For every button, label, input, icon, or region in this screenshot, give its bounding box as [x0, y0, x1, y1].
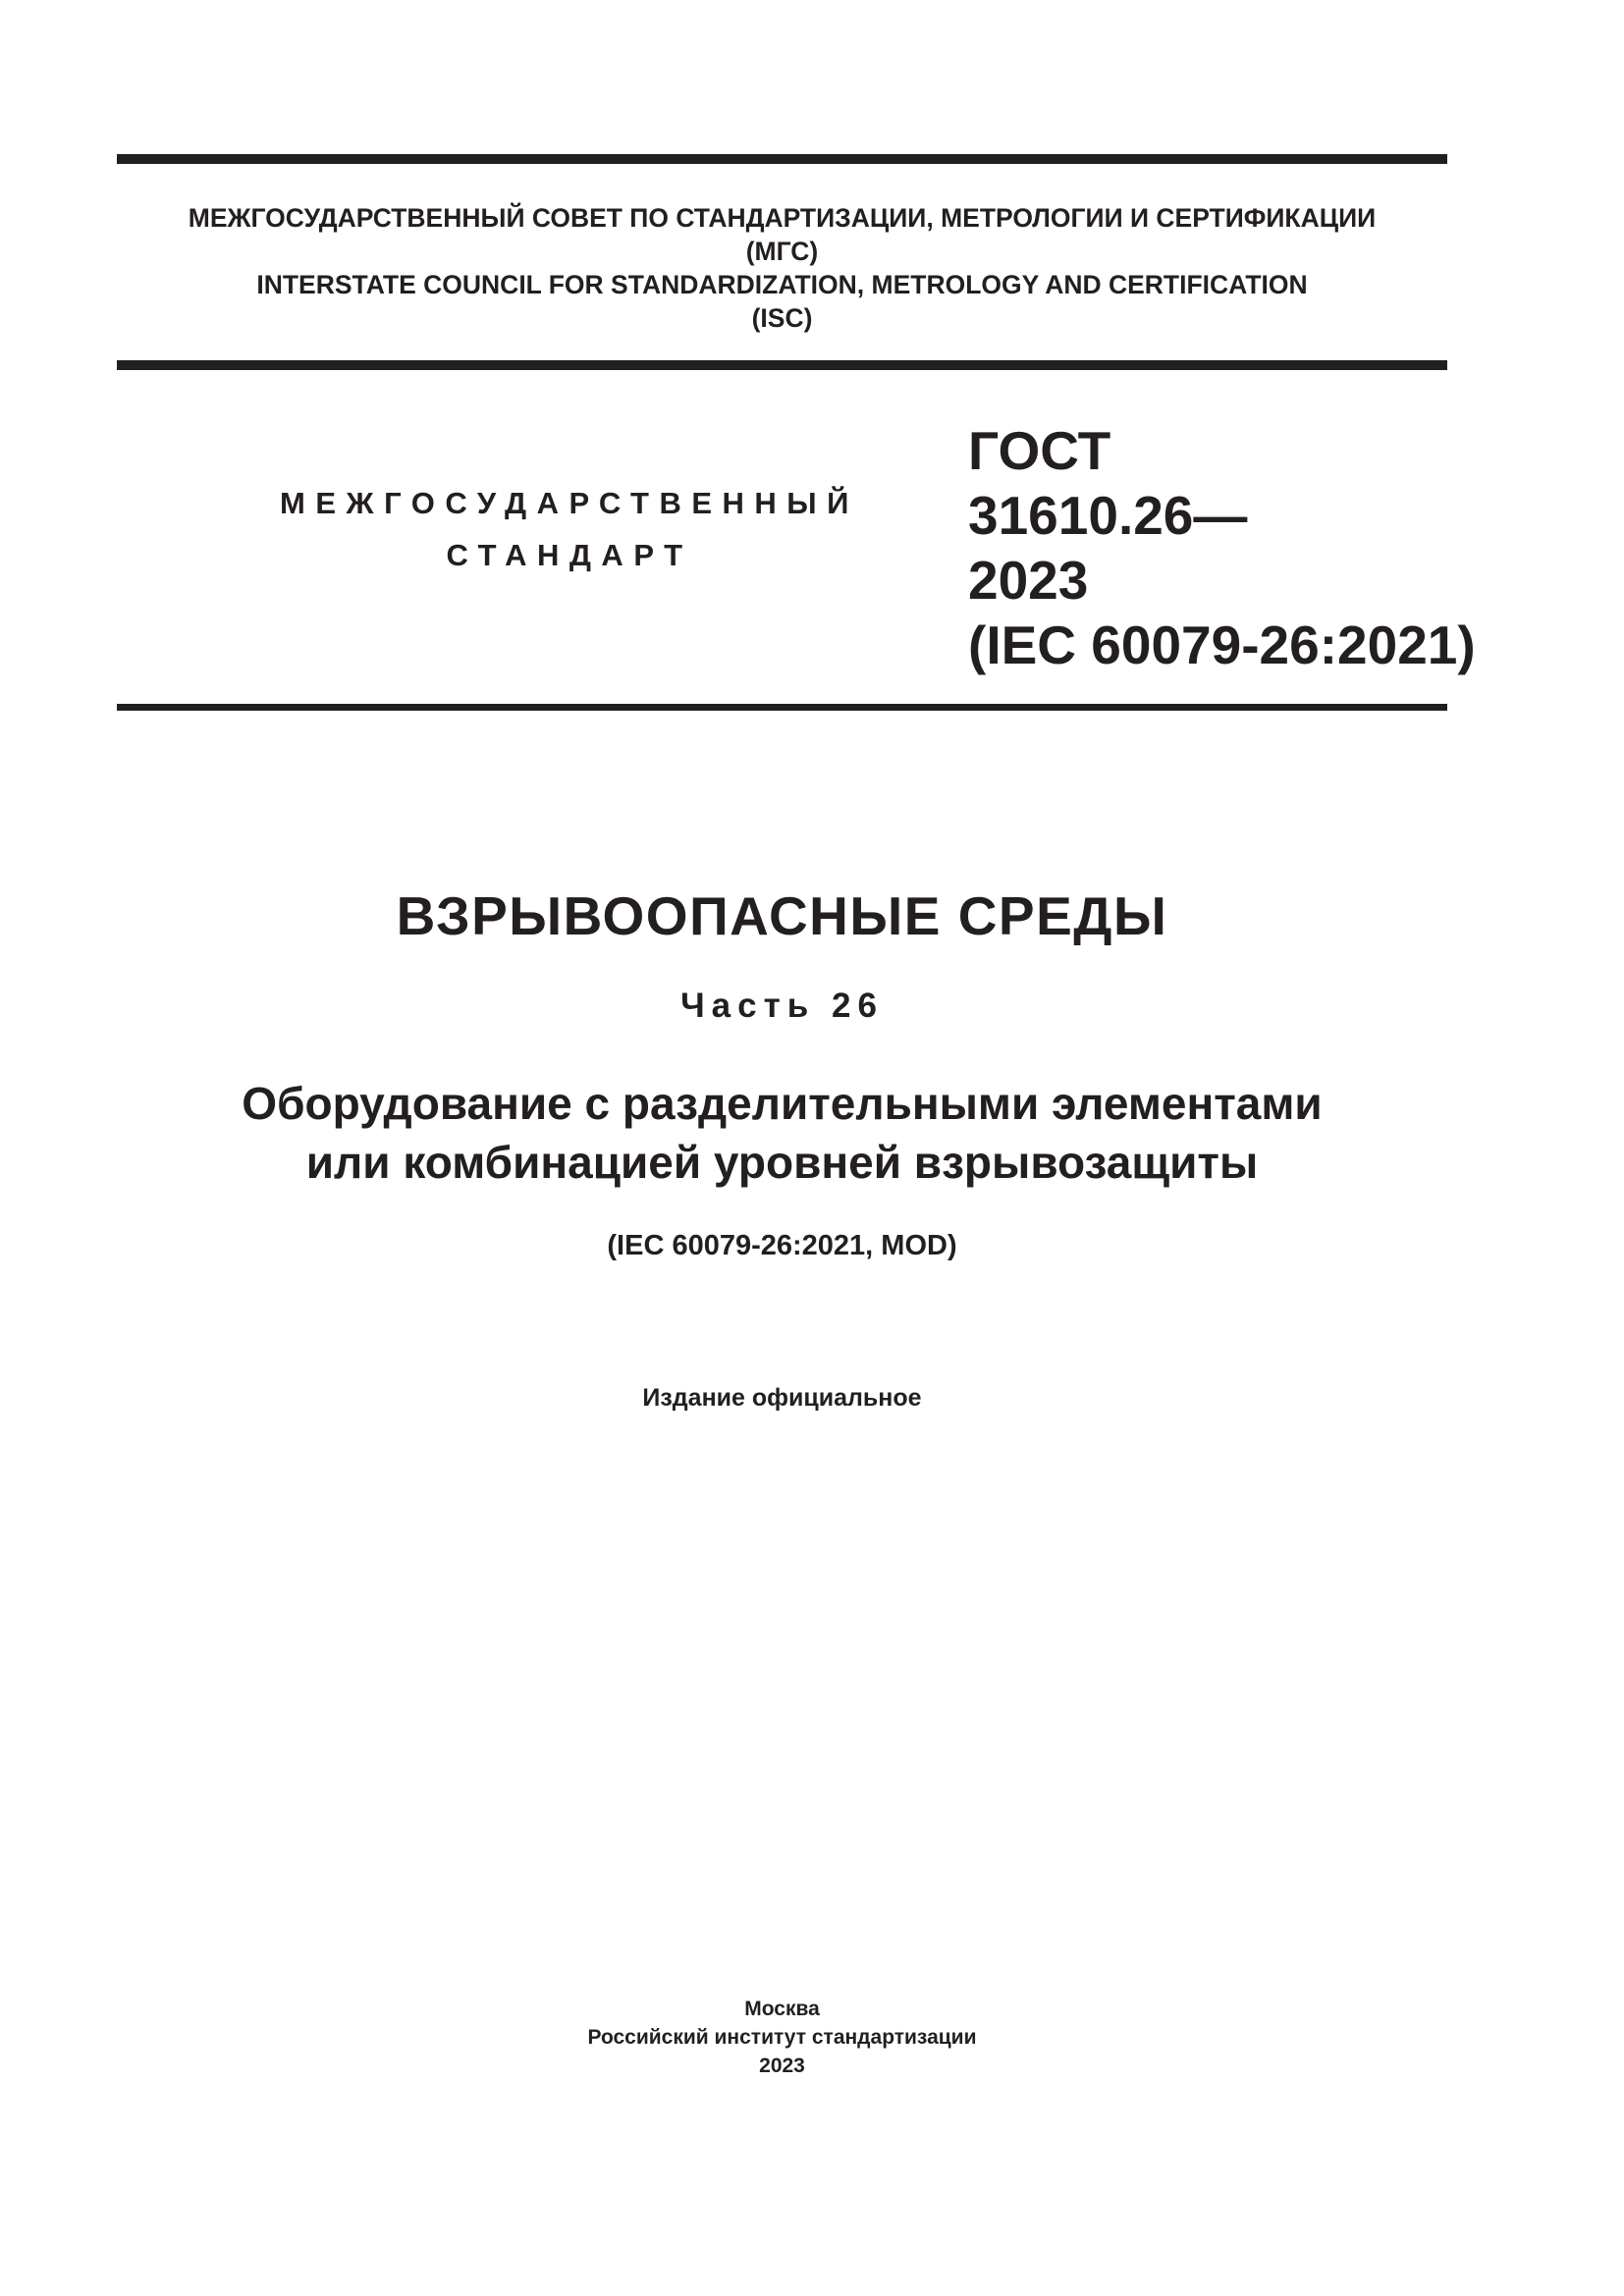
subtitle-line2: или комбинацией уровней взрывозащиты — [305, 1137, 1259, 1188]
council-name-en: INTERSTATE COUNCIL FOR STANDARDIZATION, METROLOGY AND CERTIFICATION — [256, 270, 1308, 299]
standard-kind-line2: СТАНДАРТ — [446, 538, 693, 572]
part-number: Часть 26 — [680, 987, 884, 1025]
imprint-publisher: Российский институт стандартизации — [587, 2026, 977, 2049]
designation-line4: (IEC 60079-26:2021) — [968, 614, 1476, 675]
designation-rule — [117, 704, 1447, 711]
header-rule — [117, 360, 1447, 370]
standard-designation — [968, 418, 1476, 677]
harmonization-reference: (IEC 60079-26:2021, MOD) — [607, 1230, 957, 1261]
document-title: ВЗРЫВООПАСНЫЕ СРЕДЫ — [396, 885, 1168, 946]
designation-line1: ГОСТ — [968, 420, 1111, 481]
subtitle-line1: Оборудование с разделительными элементами — [242, 1078, 1323, 1129]
document-subtitle — [117, 1074, 1447, 1192]
imprint-year: 2023 — [759, 2055, 805, 2077]
imprint — [117, 1995, 1447, 2080]
designation-line2: 31610.26— — [968, 485, 1248, 546]
council-abbr-en: (ISC) — [751, 303, 813, 333]
top-rule — [117, 154, 1447, 164]
imprint-city: Москва — [744, 1998, 820, 2020]
council-abbr-ru: (МГС) — [745, 237, 819, 266]
standard-kind — [196, 477, 943, 581]
council-name-ru: МЕЖГОСУДАРСТВЕННЫЙ СОВЕТ ПО СТАНДАРТИЗАЦИИ, МЕТРОЛОГИИ И СЕРТИФИКАЦИИ — [188, 203, 1377, 233]
standard-kind-line1: МЕЖГОСУДАРСТВЕННЫЙ — [280, 486, 859, 520]
designation-line3: 2023 — [968, 550, 1089, 611]
edition-note: Издание официальное — [642, 1384, 922, 1412]
council-header — [117, 201, 1447, 335]
